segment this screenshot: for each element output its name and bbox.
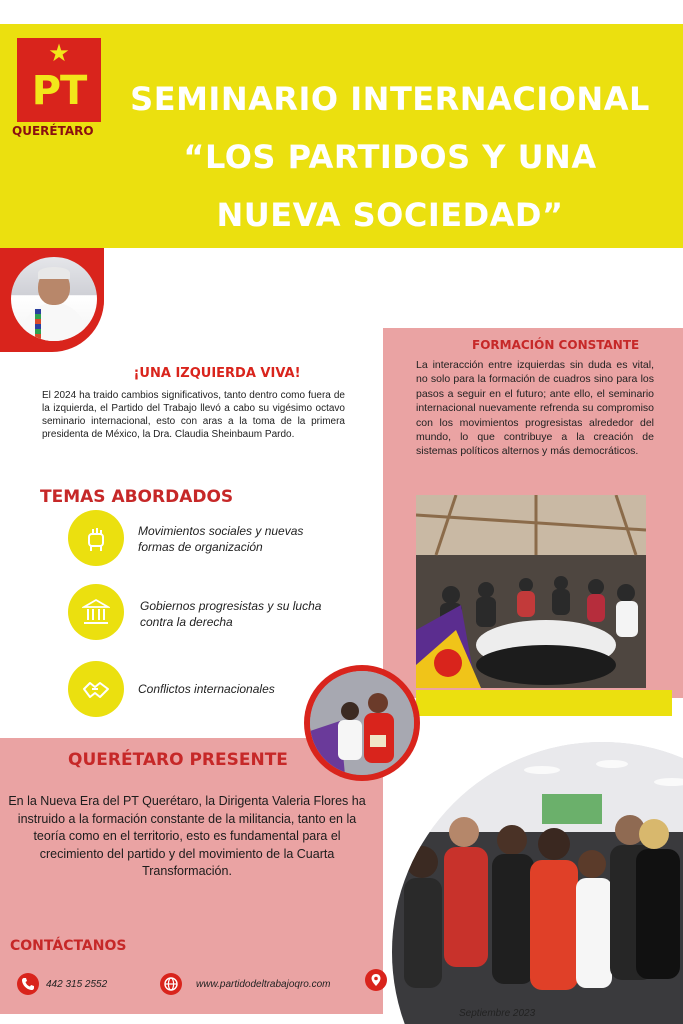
speaker-avatar (4, 250, 104, 348)
event-photo (416, 495, 646, 688)
star-icon: ★ (48, 40, 70, 67)
government-building-icon (68, 584, 124, 640)
section-heading-temas: TEMAS ABORDADOS (40, 487, 234, 507)
title-line-2: “LOS PARTIDOS Y UNA (183, 138, 597, 176)
section-body-formacion: La interacción entre izquierdas sin duda es vital, no solo para la formación de cuadros sino para los pasos a seguir en el futuro; ante ello, el seminario internacional nuevamente refrenda su compromiso con los movimientos progresistas alrededor del mundo, lo que contribuye a la creación de sistemas políticos alternos y más democráticos. (416, 359, 654, 458)
group-photo (392, 742, 683, 1024)
contact-website[interactable]: www.partidodeltrabajoqro.com (196, 979, 331, 990)
topic-label-3: Conflictos internacionales (138, 682, 275, 696)
handshake-icon (68, 661, 124, 717)
topic-label-1: Movimientos sociales y nuevas formas de organización (138, 524, 304, 554)
logo-party-text: PT (31, 68, 87, 114)
section-body-izquierda: El 2024 ha traido cambios significativos, tanto dentro como fuera de la izquierda, el Partido del Trabajo llevó a cabo su vigésimo octavo seminario internacional, esto con aras a la toma de la primera presidenta de México, la Dra. Claudia Sheinbaum Pardo. (42, 390, 345, 440)
section-heading-izquierda: ¡UNA IZQUIERDA VIVA! (133, 366, 301, 381)
accent-bar (416, 690, 672, 716)
phone-icon (17, 973, 39, 995)
section-heading-queretaro: QUERÉTARO PRESENTE (68, 750, 288, 770)
globe-icon (160, 973, 182, 995)
pt-logo (17, 38, 101, 122)
section-heading-formacion: FORMACIÓN CONSTANTE (472, 338, 640, 352)
leader-photo (304, 665, 420, 781)
location-pin-icon (365, 969, 387, 991)
contact-phone[interactable]: 442 315 2552 (46, 979, 108, 990)
title-line-1: SEMINARIO INTERNACIONAL (130, 80, 650, 118)
publication-date: Septiembre 2023 (459, 1008, 536, 1019)
title-line-3: NUEVA SOCIEDAD” (216, 196, 564, 234)
logo-city-text: QUERÉTARO (12, 124, 94, 138)
fist-icon (68, 510, 124, 566)
topic-label-2: Gobiernos progresistas y su lucha contra la derecha (140, 599, 322, 629)
page-title (110, 70, 670, 244)
contact-heading: CONTÁCTANOS (10, 938, 127, 954)
section-body-queretaro: En la Nueva Era del PT Querétaro, la Dirigenta Valeria Flores ha instruido a la formación constante de la militancia, tanto en la teoría como en el territorio, esto es fundamental para el crecimiento del partido y del movimiento de la Cuarta Transformación. (8, 794, 366, 878)
